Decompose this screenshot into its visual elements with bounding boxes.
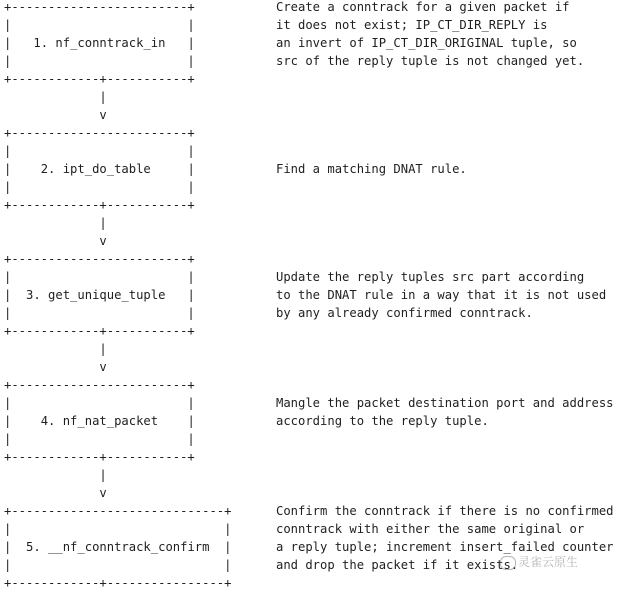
description-line: an invert of IP_CT_DIR_ORIGINAL tuple, so <box>276 36 577 50</box>
description-line: Update the reply tuples src part according <box>276 270 585 284</box>
box-side: | | <box>4 18 195 32</box>
description-line: it does not exist; IP_CT_DIR_REPLY is <box>276 18 548 32</box>
description-line: by any already confirmed conntrack. <box>276 306 533 320</box>
arrow-down-icon: v <box>99 108 107 122</box>
description-line: conntrack with either the same original or <box>276 522 585 536</box>
arrow-line: | <box>4 468 107 482</box>
step-number: 2. <box>40 162 56 176</box>
arrow-down-icon: v <box>99 234 107 248</box>
description-line: a reply tuple; increment insert_failed counter <box>276 540 614 554</box>
description-line: according to the reply tuple. <box>276 414 489 428</box>
box-border: +------------------------+ <box>4 126 195 140</box>
arrow-line: | <box>4 216 107 230</box>
box-side: | | <box>4 558 232 572</box>
description-line: Confirm the conntrack if there is no confirmed <box>276 504 614 518</box>
box-border: +------------+-----------+ <box>4 198 195 212</box>
description-line: to the DNAT rule in a way that it is not used <box>276 288 607 302</box>
arrow-down-icon: v <box>99 360 107 374</box>
step-description <box>276 0 584 70</box>
description-line: src of the reply tuple is not changed yet. <box>276 54 585 68</box>
step-number: 5. <box>26 540 41 554</box>
arrow-line: | <box>4 90 107 104</box>
box-side: | | <box>4 396 195 410</box>
description-line: Find a matching DNAT rule. <box>276 162 467 176</box>
step-function-name: nf_conntrack_in <box>55 36 166 50</box>
box-border: +------------------------+ <box>4 378 195 392</box>
step-description <box>276 160 467 178</box>
watermark <box>500 553 578 570</box>
box-border: +------------+-----------+ <box>4 72 195 86</box>
box-border: +------------+-----------+ <box>4 450 195 464</box>
step-number: 1. <box>33 36 49 50</box>
box-side: | | <box>4 180 195 194</box>
arrow-line: | <box>4 342 107 356</box>
step-function-name: nf_nat_packet <box>62 414 159 428</box>
box-side: | | <box>4 432 195 446</box>
box-border: +------------+----------------+ <box>4 576 232 590</box>
box-side: | | <box>4 306 195 320</box>
flow-diagram: +------------------------+ | | | 1. nf_conntrack_in | | | +------------+-----------+ | v +------------------------+ | | | 2. ipt_do_table | | | +------------+-----------+ | v +------------------------+ | | | 3. get_unique_tuple | | | +------------+-----------+ | v +------------------------+ | | | 4. nf_nat_packet | | | +------------+-----------+ | v +-----------------------------+ | | | 5. __nf_conntrack_confirm | | | +------------+----------------+ <box>4 0 232 590</box>
box-border: +-----------------------------+ <box>4 504 232 518</box>
box-side: | | <box>4 144 195 158</box>
description-line: Create a conntrack for a given packet if <box>276 0 570 14</box>
step-number: 4. <box>40 414 56 428</box>
step-function-name: get_unique_tuple <box>48 288 166 302</box>
arrow-down-icon: v <box>99 486 107 500</box>
step-function-name: __nf_conntrack_confirm <box>48 540 210 554</box>
box-side: | | <box>4 54 195 68</box>
box-border: +------------------------+ <box>4 0 195 14</box>
step-description <box>276 394 614 430</box>
description-line: Mangle the packet destination port and address <box>276 396 614 410</box>
step-number: 3. <box>26 288 41 302</box>
description-line: and drop the packet if it exists. <box>276 558 519 572</box>
step-description <box>276 268 606 322</box>
box-border: +------------------------+ <box>4 252 195 266</box>
box-side: | | <box>4 270 195 284</box>
box-border: +------------+-----------+ <box>4 324 195 338</box>
box-side: | | <box>4 522 232 536</box>
wechat-icon <box>500 556 516 570</box>
step-function-name: ipt_do_table <box>62 162 151 176</box>
watermark-text: 灵雀云原生 <box>518 555 579 569</box>
